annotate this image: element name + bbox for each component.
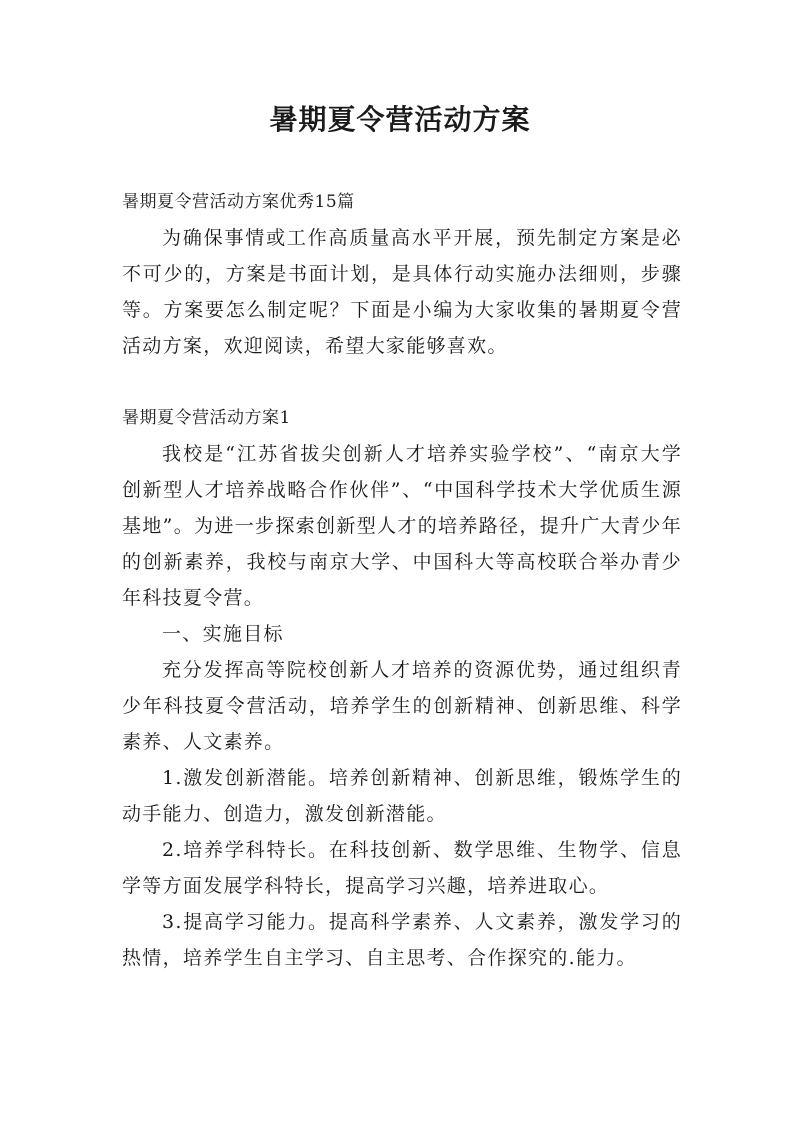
document-title: 暑期夏令营活动方案 — [269, 103, 531, 136]
goal-heading: 一、实施目标 — [162, 623, 284, 645]
section-paragraph: 我校是“江苏省拔尖创新人才培养实验学校”、“南京大学创新型人才培养战略合作伙伴”、“中国科学技术大学优质生源基地”。为进一步探索创新型人才的培养路径，提升广大青少年的创新素养，我校与南京大学、中国科大等高校联合举办青少年科技夏令营。 — [122, 443, 682, 609]
document-body — [122, 184, 682, 976]
goal-paragraph: 充分发挥高等院校创新人才培养的资源优势，通过组织青少年科技夏令营活动，培养学生的创新精神、创新思维、科学素养、人文素养。 — [122, 659, 682, 753]
section-heading: 暑期夏令营活动方案1 — [122, 408, 291, 428]
paragraph-gap — [122, 364, 682, 400]
goal-item-1: 1.激发创新潜能。培养创新精神、创新思维，锻炼学生的动手能力、创造力，激发创新潜能。 — [122, 767, 682, 825]
goal-item-2: 2.培养学科特长。在科技创新、数学思维、生物学、信息学等方面发展学科特长，提高学习兴趣，培养进取心。 — [122, 839, 682, 897]
intro-paragraph: 为确保事情或工作高质量高水平开展，预先制定方案是必不可少的，方案是书面计划，是具体行动实施办法细则，步骤等。方案要怎么制定呢？下面是小编为大家收集的暑期夏令营活动方案，欢迎阅读，希望大家能够喜欢。 — [122, 227, 682, 357]
document-subtitle: 暑期夏令营活动方案优秀15篇 — [122, 192, 355, 212]
goal-item-3: 3.提高学习能力。提高科学素养、人文素养，激发学习的热情，培养学生自主学习、自主思考、合作探究的.能力。 — [122, 911, 682, 969]
